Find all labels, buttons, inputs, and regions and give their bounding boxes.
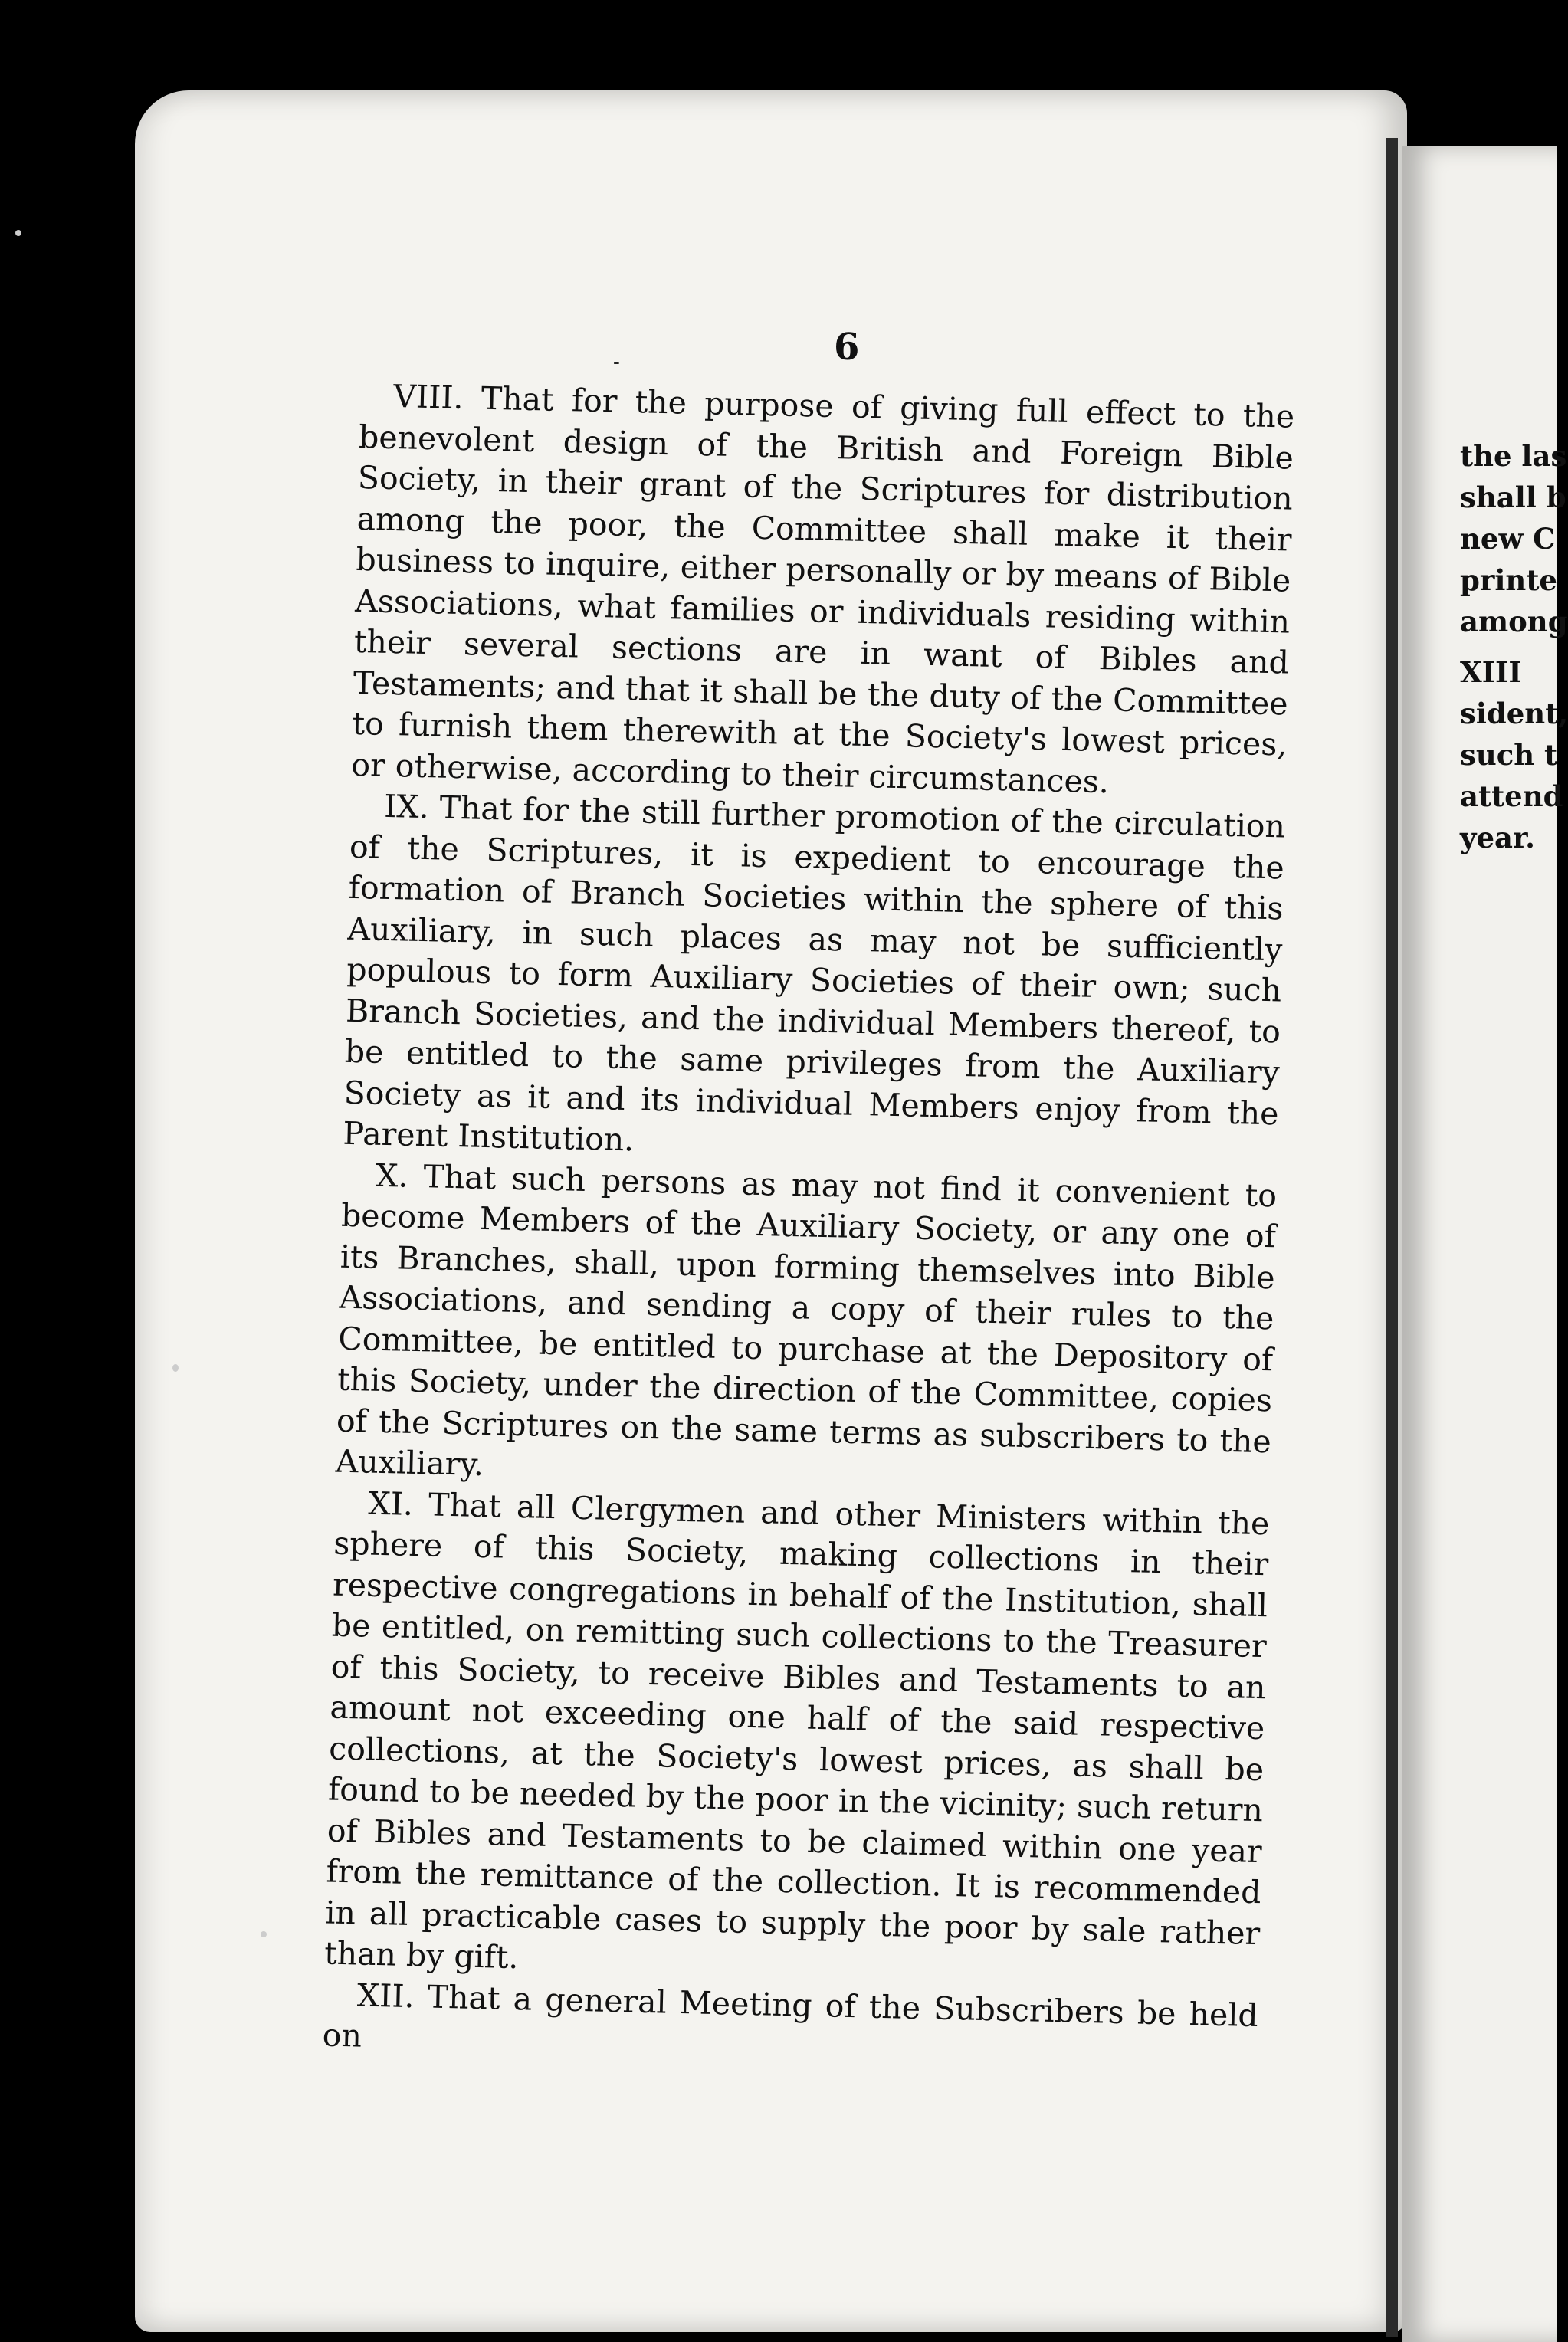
facing-line: year. xyxy=(1460,821,1535,854)
body-text xyxy=(322,376,1294,2078)
facing-line: XIII xyxy=(1460,655,1522,689)
facing-line: sident, xyxy=(1460,697,1568,730)
page-mark: - xyxy=(613,351,620,374)
paragraph-viii: VIII. That for the purpose of giving full effect to the benevolent design of the British and Foreign Bible Society, in their grant of the Scriptures for distribution among the poor, the Committee shall make it their business to inquire, either personally or by means of Bible Associations, what families or individuals residing within their several sections are in want of Bibles and Testaments; and that it shall be the duty of the Committee to furnish them therewith at the Society's lowest prices, or otherwise, according to their circumstances. xyxy=(350,377,1295,800)
book-spine xyxy=(1386,138,1398,2337)
dust-speck xyxy=(172,1364,179,1372)
paragraph-xi: XI. That all Clergymen and other Ministers within the sphere of this Society, making collections in their respective congregations in behalf of the Institution, shall be entitled, on remitting such collections to the Treasurer of this Society, to receive Bibles and Testaments to an amount not exceeding one half of the said respective collections, at the Society's lowest prices, as shall be found to be needed by the poor in the vicinity; such return of Bibles and Testaments to be claimed within one year from the remittance of the collection. It is recommended in all practicable cases to supply the poor by sale rather than by gift. xyxy=(323,1484,1270,1976)
paragraph-xii: XII. That a general Meeting of the Subscribers be held on xyxy=(322,1976,1259,2055)
dust-speck xyxy=(261,1931,267,1937)
facing-line: such t xyxy=(1460,738,1558,772)
facing-line: attend xyxy=(1460,779,1563,813)
paragraph-x: X. That such persons as may not find it convenient to become Members of the Auxiliary Society, or any one of its Branches, shall, upon forming themselves into Bible Associations, and sending a copy of their rules to the Committee, be entitled to purchase at the Depository of this Society, under the direction of the Committee, copies of the Scriptures on the same terms as subscribers to the Auxiliary. xyxy=(335,1156,1278,1484)
facing-line: shall b xyxy=(1460,481,1566,514)
facing-line: new C xyxy=(1460,522,1556,556)
facing-line: among xyxy=(1460,605,1568,638)
facing-line: the las xyxy=(1460,439,1567,473)
facing-line: printe xyxy=(1460,563,1557,597)
facing-page-text xyxy=(1460,435,1568,858)
paragraph-ix: IX. That for the still further promotion of the circulation of the Scriptures, it is expedient to encourage the formation of Branch Societies within the sphere of this Auxiliary, in such places as may not be sufficiently populous to form Auxiliary Societies of their own; such Branch Societies, and the individual Members thereof, to be entitled to the same privileges from the Auxiliary Society as it and its individual Members enjoy from the Parent Institution. xyxy=(343,787,1286,1159)
page-number: 6 xyxy=(834,326,860,369)
dust-speck xyxy=(15,230,21,236)
